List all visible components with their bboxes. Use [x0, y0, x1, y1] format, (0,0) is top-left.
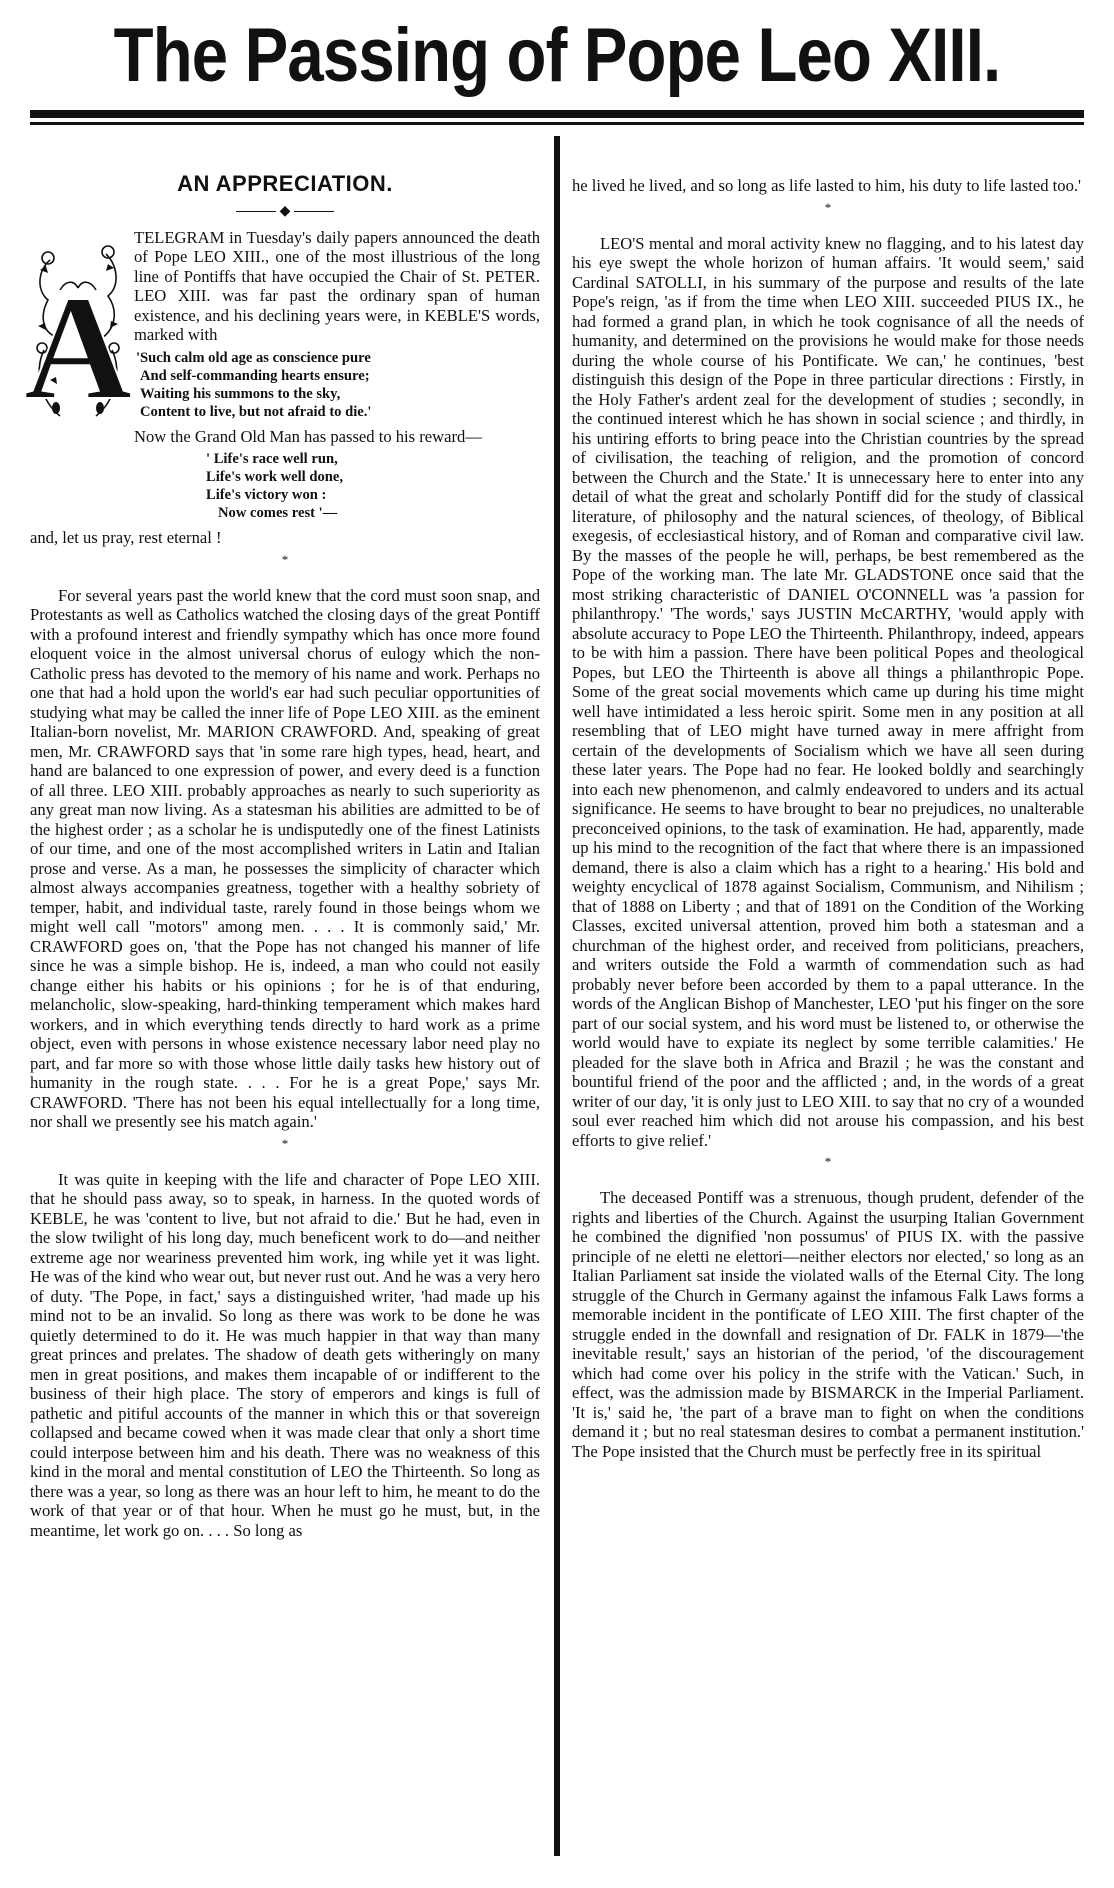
verse-line: ' Life's race well run,: [206, 451, 338, 467]
separator-asterisk: *: [824, 199, 832, 215]
ornament-divider: [30, 202, 540, 222]
paragraph: It was quite in keeping with the life and character of Pope LEO XIII. that he should pass away, so to speak, in harness. In the quoted words of KEBLE, he was 'content to live, but not afraid to die.' But he had, even in the slow twilight of his long day, much beneficent work to do—and neither extreme age nor weariness prevented him work, ing while yet it was light. He was of the kind who wear out, but never rust out. And he was a very hero of duty. 'The Pope, in fact,' says a distinguished writer, 'had made up his mind not to be an invalid. So long as there was work to be done he was quietly determined to do it. He was much happier in that way than many great princes and prelates. The shadow of death gets witheringly on many men in great positions, and makes them incapable of or indifferent to the business of their high place. The story of emperors and kings is full of pathetic and pitiful accounts of the manner in which this or that sovereign collapsed and became cowed when it was made clear that only a short time could interpose between him and his death. There was no weakness of this kind in the moral and mental constitution of LEO the Thirteenth. So long as there was a year, so long as there was an hour left to him, he meant to do the work of that year or of that hour. When he must go he must, but, in the meantime, let work go on. . . . So long as: [30, 1169, 540, 1540]
dropcap-illustration: [23, 230, 133, 431]
verse-line: Waiting his summons to the sky,: [140, 385, 341, 402]
right-column: [572, 176, 1084, 1888]
paragraph: and, let us pray, rest eternal !: [30, 528, 222, 547]
headline-rule-thin: [30, 122, 1084, 125]
diamond-icon: ◆: [279, 203, 291, 219]
page-headline: The Passing of Pope Leo XIII.: [113, 13, 1001, 98]
dropcap-letter: A: [23, 264, 133, 431]
section-subheading: AN APPRECIATION.: [177, 171, 393, 196]
separator-asterisk: *: [281, 551, 289, 567]
paragraph: LEO'S mental and moral activity knew no flagging, and to his latest day his eye swept the whole horizon of human affairs. 'It would seem,' said Cardinal SATOLLI, in his summary of the purpose and results of the late Pope's reign, 'as if from the time when LEO XIII. succeeded PIUS IX., he had formed a grand plan, in which he took cognisance of all the needs of humanity, and determined on the provisions he would make for those needs during the whole course of his Pontificate. We can,' he continues, 'best distinguish this design of the Pope in three particular directions : Firstly, in the Holy Father's ardent zeal for the development of studies ; secondly, in the continued interest which he has shown in social science ; and thirdly, in his untiring efforts to bring peace into the Christian countries by the spread of civilisation, the teaching of religion, and the promotion of concord between the Church and the State.' It is unnecessary here to enter into any detail of what the great and scholarly Pontiff did for the study of classical literature, of philosophy and the natural sciences, of theology, of Biblical exegesis, of ecclesiastical history, and of Roman and comparative civil law. By the masses of the people he will, perhaps, be best remembered as the Pope of the working man. The late Mr. GLADSTONE once said that the most striking characteristic of DANIEL O'CONNELL was 'a passion for philanthropy.' 'The words,' says JUSTIN McCARTHY, 'would apply with absolute accuracy to Pope LEO the Thirteenth. Philanthropy, indeed, appears to be with him a passion. There have been political Popes and theological Popes, but LEO the Thirteenth is above all things a philanthropic Pope. Some of the great social movements which came up during his time might well have intimidated a less heroic spirit. Some men in any position at all resembling that of LEO might have turned away in mere affright from certain of the developments of Socialism which we have all seen during these later years. The Pope had no fear. He looked boldly and searchingly into each new phenomenon, and calmly endeavored to unders and its actual significance. He seems to have brought to bear no prejudices, no unalterable preconceived opinions, to the task of examination. He had, apparently, made up his mind to the recognition of the fact that where there is an impassioned demand, there is also a claim which has a right to a hearing.' His bold and weighty encyclical of 1878 against Socialism, Communism, and Nihilism ; that of 1888 on Liberty ; and that of 1891 on the Condition of the Working Classes, excited universal attention, proved him both a statesman and a churchman of the highest order, and received from politicians, preachers, and writers outside the Fold a warmth of commendation such as had probably never before been accorded by them to a papal utterance. In the words of the Anglican Bishop of Manchester, LEO 'put his finger on the sore part of our social system, and his word must be listened to, or otherwise the world would have to expiate its neglect by some terrible calamities.' He pleaded for the slave both in Africa and Brazil ; he was the constant and bountiful friend of the poor and the afflicted ; and, in the words of a great writer of our day, 'it is only just to LEO XIII. to say that no cry of a wounded soul ever reached him which did not arouse his compassion, and his best efforts to give relief.': [572, 233, 1084, 1150]
column-divider: [554, 136, 560, 1856]
separator-asterisk: *: [824, 1154, 832, 1169]
ornamental-dropcap: [23, 230, 133, 431]
paragraph: The deceased Pontiff was a strenuous, though prudent, defender of the rights and liberties of the Church. Against the usurping Italian Government he combined the dignified 'non possumus' of PIUS IX. with the passive principle of ne eletti ne elettori—neither electors nor elected,' so long as an Italian Parliament sat inside the violated walls of the Eternal City. The long struggle of the Church in Germany against the infamous Falk Laws forms a memorable incident in the pontificate of LEO XIII. The first chapter of the struggle ended in the downfall and resignation of Dr. FALK in 1879—'the inevitable result,' says an historian of the period, 'of the discouragement which had come over his policy in the strife with the Vatican.' Such, in effect, was the admission made by BISMARCK in the Imperial Parliament. 'It is,' said he, 'the part of a brave man to fight on when the conditions demand it ; but no real statesman desires to combat a permanent institution.' The Pope insisted that the Church must be perfectly free in its spiritual: [572, 1188, 1084, 1461]
verse-line: Life's victory won :: [206, 487, 327, 503]
verse-line: Content to live, but not afraid to die.': [140, 403, 372, 420]
verse-line: Now comes rest '—: [218, 505, 338, 521]
headline-rule-thick: [30, 110, 1084, 118]
paragraph: TELEGRAM in Tuesday's daily papers announced the death of Pope LEO XIII., one of the most illustrious of the long line of Pontiffs that have occupied the Chair of St. PETER. LEO XIII. was far past the ordinary span of human existence, and his declining years were, in KEBLE'S words, marked with: [134, 227, 540, 344]
separator-asterisk: *: [281, 1135, 289, 1151]
left-column: [23, 150, 540, 1862]
paragraph: For several years past the world knew that the cord must soon snap, and Protestants as well as Catholics watched the closing days of the great Pontiff with a profound interest and friendly sympathy which has once more found eloquent voice in the almost universal chorus of eulogy which the non-Catholic press has devoted to the memory of his name and work. Perhaps no one that had a hold upon the world's ear had such peculiar opportunities of studying what may be called the inner life of Pope LEO XIII. as the eminent Italian-born novelist, Mr. MARION CRAWFORD. And, speaking of great men, Mr. CRAWFORD says that 'in some rare high types, head, heart, and hand are balanced to one expression of power, and every deed is a function of all three. LEO XIII. probably approaches as nearly to such superiority as any great man now living. As a statesman his abilities are admitted to be of the highest order ; as a scholar he is undisputedly one of the finest Latinists of our time, and one of the most accomplished writers in Latin and Italian prose and verse. As a man, he possesses the simplicity of character which almost always accompanies greatness, together with a healthy sobriety of temper, habit, and individual taste, rarely found in those beings whom we might well call "motors" among men. . . . It is commonly said,' Mr. CRAWFORD goes on, 'that the Pope has not changed his manner of life since he was a simple bishop. He is, indeed, a man who could not easily change either his habits or his opinions ; for he is of that enduring, melancholic, slow-speaking, hard-thinking temperament which makes hard workers, and in which everything tends directly to hard work as a prime object, even with persons in whose existence necessary labor need play no part, and far more so with those whose little daily tasks hew history out of humanity in the rough state. . . . For he is a great Pope,' says Mr. CRAWFORD. 'There has not been his equal intellectually for a long time, nor shall we presently see his match again.': [30, 585, 540, 1131]
paragraph: Now the Grand Old Man has passed to his reward—: [134, 426, 482, 446]
verse-quote: [30, 450, 540, 522]
verse-line: Life's work well done,: [206, 469, 344, 485]
verse-line: 'Such calm old age as conscience pure: [136, 349, 371, 366]
verse-line: And self-commanding hearts ensure;: [140, 367, 370, 384]
paragraph: he lived he lived, and so long as life lasted to him, his duty to life lasted too.': [572, 176, 1082, 195]
